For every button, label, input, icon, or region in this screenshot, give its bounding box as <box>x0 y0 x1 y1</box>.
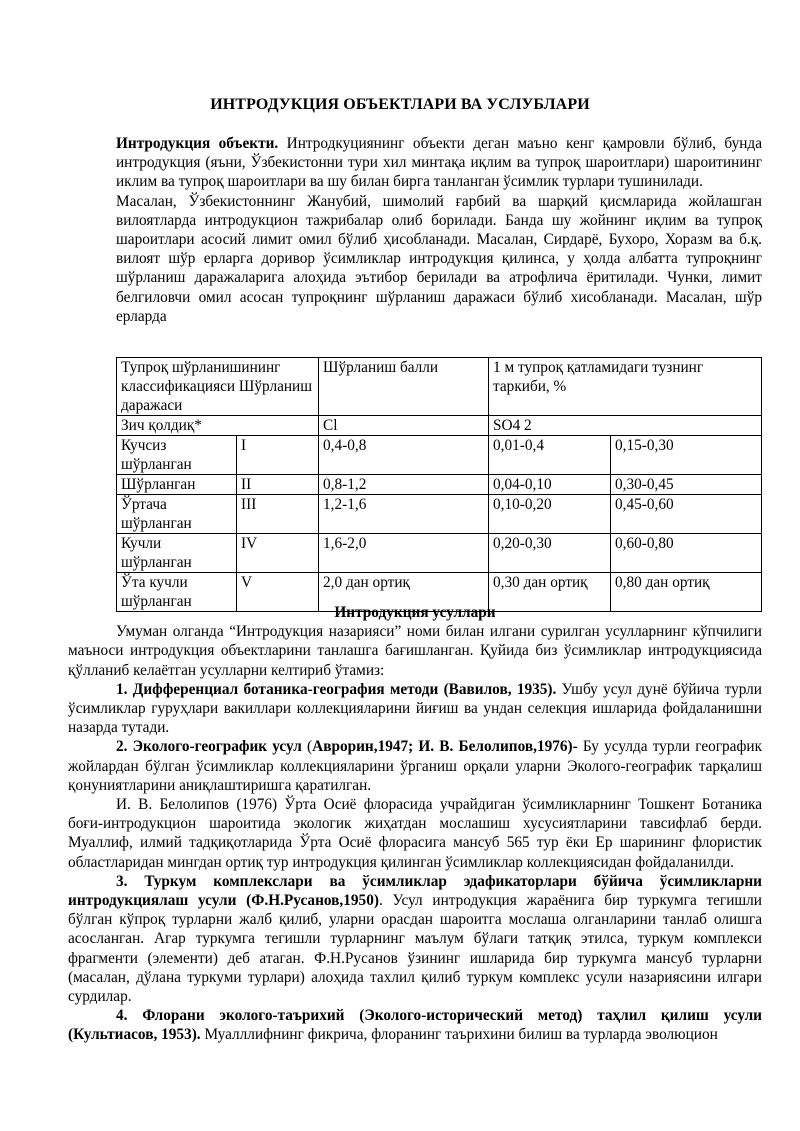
table-cell: Ўта кучли шўрланган <box>117 573 237 612</box>
table-row <box>117 495 762 534</box>
soil-salinity-table <box>116 357 762 612</box>
method-3-paragraph <box>68 872 762 1006</box>
table-cell: Кучсиз шўрланган <box>117 436 237 475</box>
table-subheader-row <box>117 416 762 436</box>
method-4-text: Муалллифнинг фикрича, флоранинг таърихини билиш ва турларда эволюцион <box>200 1026 718 1044</box>
table-cell: 0,8-1,2 <box>319 475 489 495</box>
table-cell: III <box>237 495 319 534</box>
table-cell: 0,30 дан ортиқ <box>489 573 611 612</box>
table-cell: 0,80 дан ортиқ <box>611 573 762 612</box>
method-1-title: 1. Дифференциал ботаника-география методи (Вавилов, 1935). <box>116 680 557 698</box>
method-3-text: . Усул интродукция жараёнига бир туркумга тегишли бўлган кўпроқ турларни жалб қилиб, уларни орасдан шароитга мослаша олганларини танлаб олишга асосланган. Агар туркумга тегишли турларнинг маълум бўлаги татқиқ этилса, туркум комплекси фрагменти (элементи) деб атаган. Ф.Н.Русанов ўзининг ишларида бир туркумга мансуб турларни (масалан, дўлана туркуми турлари) алоҳида тахлил қилиб туркум комплекс усули назариясини илгари сурдилар. <box>68 892 762 1006</box>
method-4-paragraph <box>68 1006 762 1044</box>
intro-paragraph <box>116 134 762 192</box>
table-header-cell: 1 м тупроқ қатламидаги тузнинг таркиби, % <box>489 358 762 416</box>
table-header-row <box>117 358 762 416</box>
table-subheader-cell: SO4 2 <box>489 416 762 436</box>
method-1-paragraph <box>68 680 762 738</box>
methods-heading: Интродукция усуллари <box>334 604 496 621</box>
method-2-text: Бу усулда турли географик жойлардан бўлган ўсимликлар коллекцияларини ўрганиш орқали уларни Эколого-географик тарқалиш қонуниятларини аниқлаштиришга қаратилган. <box>68 738 762 794</box>
table-cell: 0,45-0,60 <box>611 495 762 534</box>
table-cell: 0,20-0,30 <box>489 534 611 573</box>
table-header-cell: Тупроқ шўрланишининг классификацияси Шўрланиш даражаси <box>117 358 319 416</box>
table-cell: 0,04-0,10 <box>489 475 611 495</box>
intro-section <box>116 134 762 326</box>
table-row <box>117 534 762 573</box>
method-4-title: 4. Флорани эколого-таърихий (Эколого-исторический метод) таҳлил қилиш усули (Культиасов, 1953). <box>68 1007 762 1044</box>
method-2-paragraph <box>68 737 762 795</box>
table-row <box>117 436 762 475</box>
methods-intro-paragraph: Умуман олганда “Интродукция назарияси” номи билан илгани сурилган усулларнинг кўпчилиги маъноси интродукция объектларини танлашга бағишланган. Қуйида биз ўсимликлар интродукциясида қўлланиб келаётган усулларни келтириб ўтамиз: <box>68 623 762 679</box>
method-3-title: 3. Туркум комплекслари ва ўсимликлар эдафикаторлари бўйича ўсимликларни интродукциялаш усули (Ф.Н.Русанов,1950) <box>68 872 762 910</box>
intro-paragraph-2: Масалан, Ўзбекистоннинг Жанубий, шимолий ғарбий ва шарқий қисмларида жойлашган вилоятларда интродукцион тажрибалар олиб борилади. Банда шу жойнинг иқлим ва тупроқ шароитлари асосий лимит омил бўлиб ҳисобланади. Масалан, Сирдарё, Бухоро, Хоразм ва б.қ. вилоят шўр ерларга доривор ўсимликлар интродукция қилинса, у ҳолда албатта тупроқнинг шўрланиш даражаларига алоҳида эътибор берилади ва атрофлича ёритилади. Чунки, лимит белгиловчи омил асосан тупроқнинг шўрланиш даражаси бўлиб хисобланади. Масалан, шўр ерларда <box>116 192 762 325</box>
table-cell: 0,15-0,30 <box>611 436 762 475</box>
table-cell: 1,2-1,6 <box>319 495 489 534</box>
table-cell: V <box>237 573 319 612</box>
table-cell: 1,6-2,0 <box>319 534 489 573</box>
table-cell: 0,60-0,80 <box>611 534 762 573</box>
table-cell: 0,01-0,4 <box>489 436 611 475</box>
table-cell: Шўрланган <box>117 475 237 495</box>
method-1-text: Ушбу усул дунё бўйича турли ўсимликлар гуруҳлари вакиллари коллекцияларини йиғиш ва ундан селекция ишларида фойдаланишни назарда тутади. <box>68 680 762 737</box>
method-2-authors: Аврорин,1947; И. В. Белолипов,1976)- <box>312 738 578 756</box>
methods-section <box>68 603 762 1045</box>
page-title: ИНТРОДУКЦИЯ ОБЪЕКТЛАРИ ВА УСЛУБЛАРИ <box>210 96 590 113</box>
method-2-paren: ( <box>301 738 313 756</box>
table-cell: 0,10-0,20 <box>489 495 611 534</box>
table-header-cell: Шўрланиш балли <box>319 358 489 416</box>
table-subheader-cell: Cl <box>319 416 489 436</box>
intro-lead-text: Интродкуциянинг объекти деган маъно кенг қамровли бўлиб, бунда интродукция (яъни, Ўзбекистонни тури хил минтақа иқлим ва тупроқ шароитлари) шароитининг иклим ва тупроқ шароитлари ва шу билан бирга танланган ўсимлик турлари тушинилади. <box>116 135 763 191</box>
table-cell: 0,4-0,8 <box>319 436 489 475</box>
table-cell: 0,30-0,45 <box>611 475 762 495</box>
table-cell: IV <box>237 534 319 573</box>
intro-lead-bold: Интродукция объекти. <box>116 135 279 152</box>
method-2-title: 2. Эколого-географик усул <box>116 738 302 756</box>
table-cell: II <box>237 475 319 495</box>
table-cell: Ўртача шўрланган <box>117 495 237 534</box>
table-cell: Кучли шўрланган <box>117 534 237 573</box>
method-2-extra-paragraph: И. В. Белолипов (1976) Ўрта Осиё флорасида учрайдиган ўсимликларнинг Тошкент Ботаника боғи-интродукцион шароитида экологик жиҳатдан мослашиш хусусиятларини тавсифлаб берди. Муаллиф, илмий тадқиқотларида Ўрта Осиё флорасига мансуб 565 тур ёки Ер шарининг флористик областларидан мингдан ортиқ тур интродукция қилинган ўсимликлар коллекциясидан фойдаланилди. <box>68 796 762 871</box>
table-row <box>117 475 762 495</box>
table-subheader-cell: Зич қолдиқ* <box>117 416 319 436</box>
table-cell: 2,0 дан ортиқ <box>319 573 489 612</box>
table-cell: I <box>237 436 319 475</box>
